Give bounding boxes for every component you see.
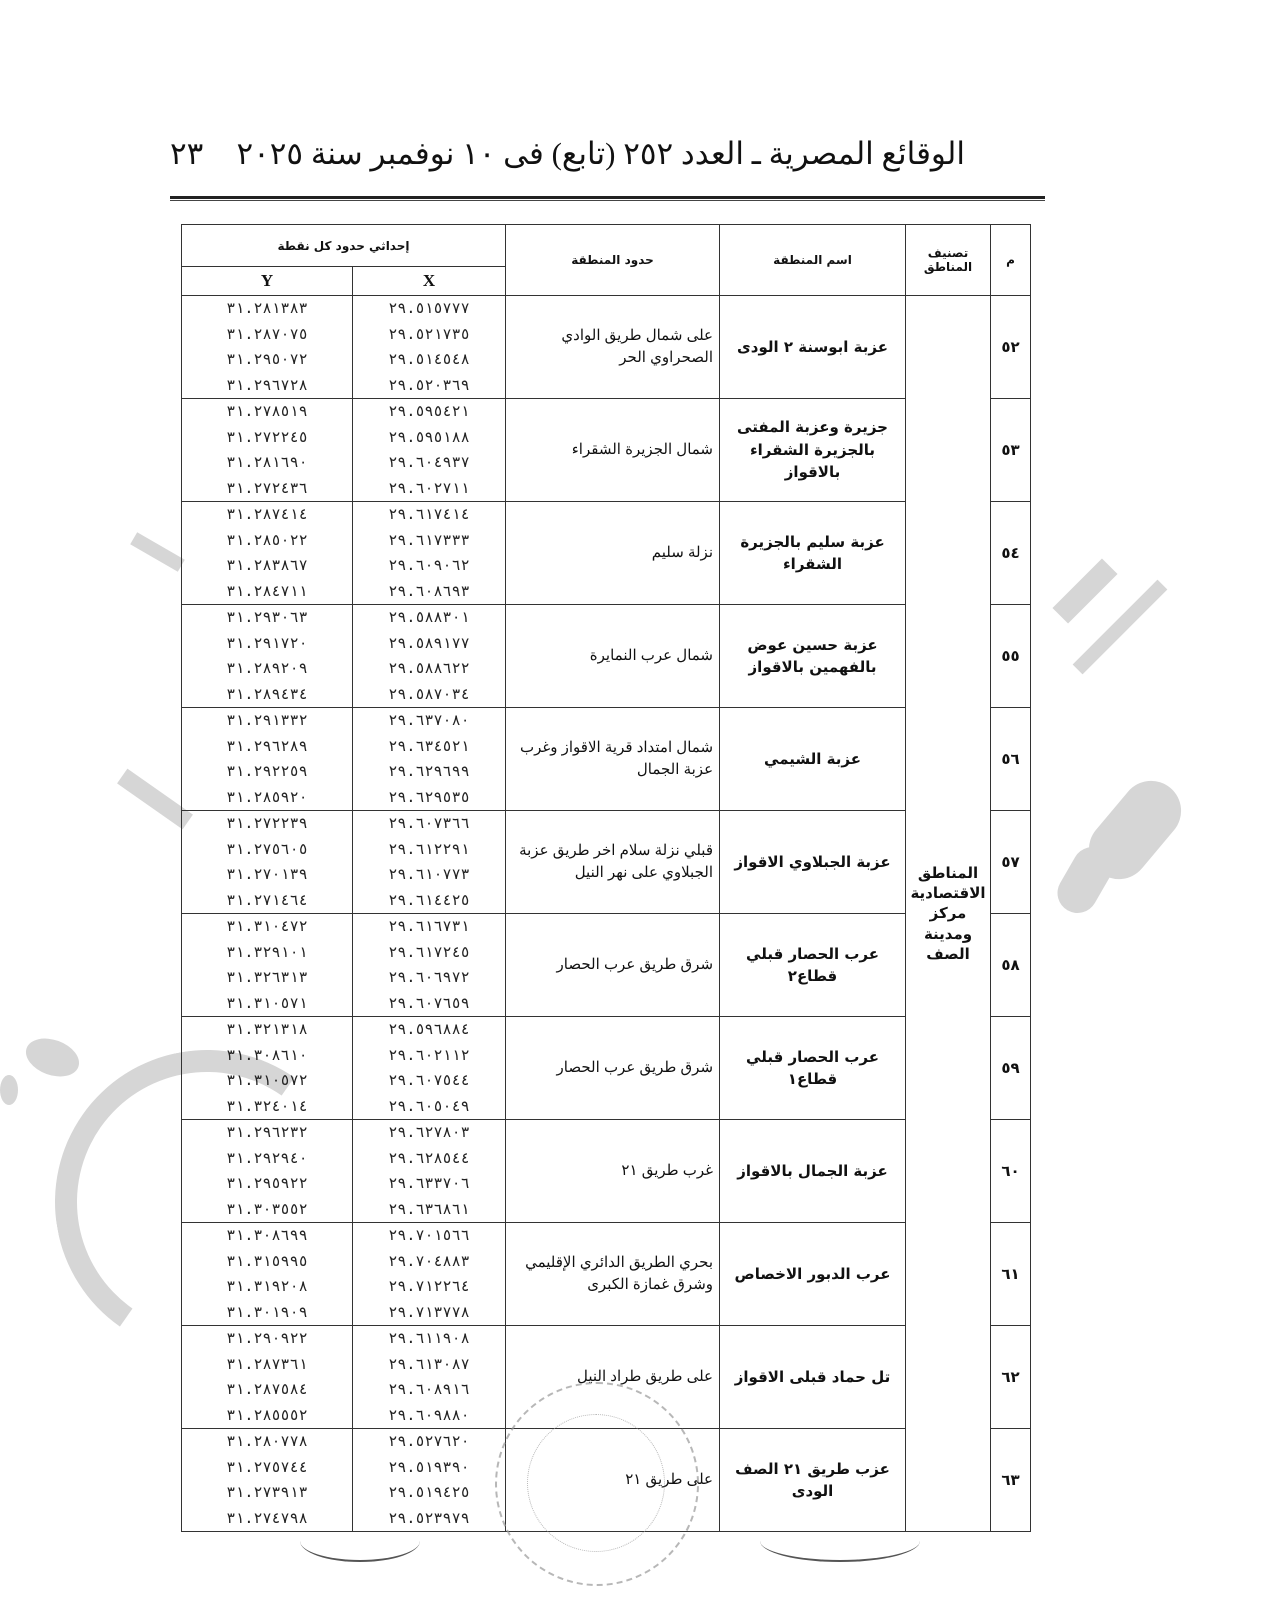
official-stamp (495, 1382, 699, 1586)
area-name: عزبة حسين عوض بالفهمين بالاقواز (720, 605, 906, 708)
coordinate-y-value: ٣١.٢٨٥٩٢٠ (226, 787, 308, 806)
coordinates-x (353, 914, 506, 1017)
row-number: ٦٣ (991, 1429, 1031, 1532)
coordinate-y-value: ٣١.٢٩١٣٣٢ (226, 711, 308, 729)
coordinate-y-value: ٣١.٢٨٧٥٨٤ (226, 1380, 308, 1398)
watermark-dot (0, 1075, 18, 1105)
signature-mark (300, 1520, 420, 1562)
stamp-emblem (527, 1414, 665, 1552)
coordinate-x-value: ٢٩.٧١٣٧٧٨ (388, 1302, 470, 1321)
coordinate-x-value: ٢٩.٧٠٤٨٨٣ (388, 1251, 470, 1270)
area-bounds: نزلة سليم (506, 502, 720, 605)
coordinate-y-value: ٣١.٣١٠٥٧٢ (226, 1071, 308, 1089)
coordinate-x-value: ٢٩.٦١١٩٠٨ (388, 1329, 470, 1347)
coordinate-y-value: ٣١.٢٧٥٦٠٥ (226, 839, 308, 858)
coordinate-y-value: ٣١.٢٩٦٢٨٩ (226, 736, 308, 755)
area-name: عزبة الشيمي (720, 708, 906, 811)
coordinate-y-value: ٣١.٢٧١٤٦٤ (226, 890, 308, 909)
watermark-stroke (1050, 840, 1120, 921)
watermark-stroke (1077, 769, 1194, 892)
coordinates-y (182, 1326, 353, 1429)
table-row (182, 914, 1031, 1017)
area-bounds: على طريق طراد النيل (506, 1326, 720, 1429)
table-row (182, 811, 1031, 914)
coordinate-y-value: ٣١.٣٠٨٦٩٩ (226, 1226, 308, 1244)
column-header-number: م (991, 225, 1031, 296)
table-row (182, 605, 1031, 708)
coordinate-x-value: ٢٩.٦١٦٧٣١ (388, 917, 470, 935)
area-name: عزبة الجبلاوي الاقواز (720, 811, 906, 914)
coordinate-x-value: ٢٩.٦١٧٣٣٣ (388, 530, 470, 549)
coordinates-y (182, 605, 353, 708)
coordinates-x (353, 502, 506, 605)
coordinate-x-value: ٢٩.٥٩٥٤٢١ (388, 402, 470, 420)
coordinate-y-value: ٣١.٣٢١٣١٨ (226, 1020, 308, 1038)
area-name: عزبة سليم بالجزيرة الشقراء (720, 502, 906, 605)
coordinate-x-value: ٢٩.٦٣٦٨٦١ (388, 1199, 470, 1218)
coordinate-x-value: ٢٩.٥٢١٧٣٥ (388, 324, 470, 343)
coordinate-x-value: ٢٩.٧٠١٥٦٦ (388, 1226, 470, 1244)
coordinate-y-value: ٣١.٢٩٣٠٦٣ (226, 608, 308, 626)
coordinate-x-value: ٢٩.٦٣٧٠٨٠ (388, 711, 470, 729)
row-number: ٥٤ (991, 502, 1031, 605)
table-row (182, 502, 1031, 605)
coordinate-y-value: ٣١.٢٨٩٢٠٩ (226, 659, 308, 677)
coordinate-y-value: ٣١.٢٩٦٢٣٢ (226, 1123, 308, 1141)
coordinate-y-value: ٣١.٢٩٠٩٢٢ (226, 1329, 308, 1347)
watermark-stroke (1073, 580, 1168, 675)
row-number: ٦١ (991, 1223, 1031, 1326)
table-body (182, 296, 1031, 1532)
area-name: عزب طريق ٢١ الصف الودى (720, 1429, 906, 1532)
coordinate-x-value: ٢٩.٥٢٧٦٢٠ (388, 1432, 470, 1450)
coordinate-x-value: ٢٩.٦٠٦٩٧٢ (388, 968, 470, 986)
coordinate-x-value: ٢٩.٦١٧٤١٤ (388, 505, 470, 523)
coordinates-y (182, 708, 353, 811)
coordinate-y-value: ٣١.٢٨٤٧١١ (226, 581, 308, 600)
row-number: ٦٠ (991, 1120, 1031, 1223)
coordinate-x-value: ٢٩.٦٢٨٥٤٤ (388, 1148, 470, 1167)
coordinate-y-value: ٣١.٣٠١٩٠٩ (226, 1302, 308, 1321)
coordinate-x-value: ٢٩.٦٢٩٦٩٩ (388, 762, 470, 780)
coordinates-y (182, 502, 353, 605)
coordinate-x-value: ٢٩.٦١٣٠٨٧ (388, 1354, 470, 1373)
coordinate-y-value: ٣١.٢٧٣٩١٣ (226, 1483, 308, 1501)
area-bounds: غرب طريق ٢١ (506, 1120, 720, 1223)
coordinate-x-value: ٢٩.٦٠٧٣٦٦ (388, 814, 470, 832)
coordinate-y-value: ٣١.٣١٩٢٠٨ (226, 1277, 308, 1295)
coordinate-x-value: ٢٩.٦٣٤٥٢١ (388, 736, 470, 755)
classification-cell: المناطق الاقتصادية مركز ومدينة الصف (906, 296, 991, 1532)
table-row (182, 399, 1031, 502)
watermark-stroke (1052, 558, 1117, 623)
coordinate-y-value: ٣١.٢٨٣٨٦٧ (226, 556, 308, 574)
area-name: جزيرة وعزبة المفتى بالجزيرة الشقراء بالاقواز (720, 399, 906, 502)
area-bounds: على طريق ٢١ (506, 1429, 720, 1532)
coordinate-y-value: ٣١.٢٨٥٠٢٢ (226, 530, 308, 549)
coordinate-y-value: ٣١.٢٩٢٩٤٠ (226, 1148, 308, 1167)
coordinate-y-value: ٣١.٢٨٧٣٦١ (226, 1354, 308, 1373)
coordinate-x-value: ٢٩.٦١٠٧٧٣ (388, 865, 470, 883)
table-row (182, 1223, 1031, 1326)
coordinate-x-value: ٢٩.٥٨٨٦٢٢ (388, 659, 470, 677)
coordinate-x-value: ٢٩.٦٠٢٧١١ (388, 478, 470, 497)
coordinates-y (182, 914, 353, 1017)
coordinate-x-value: ٢٩.٥٨٧٠٣٤ (388, 684, 470, 703)
table-row (182, 296, 1031, 399)
coordinate-y-value: ٣١.٣١٠٤٧٢ (226, 917, 308, 935)
coordinate-y-value: ٣١.٣٠٣٥٥٢ (226, 1199, 308, 1218)
area-bounds: بحري الطريق الدائري الإقليمي وشرق غمازة الكبرى (506, 1223, 720, 1326)
coordinate-x-value: ٢٩.٥٩٥١٨٨ (388, 427, 470, 446)
coordinate-x-value: ٢٩.٦٠٩٨٨٠ (388, 1405, 470, 1424)
row-number: ٥٢ (991, 296, 1031, 399)
coordinate-y-value: ٣١.٢٨٠٧٧٨ (226, 1432, 308, 1450)
row-number: ٥٦ (991, 708, 1031, 811)
coordinate-x-value: ٢٩.٥٢٠٣٦٩ (388, 375, 470, 394)
row-number: ٥٨ (991, 914, 1031, 1017)
coordinate-x-value: ٢٩.٥٨٩١٧٧ (388, 633, 470, 652)
coordinate-x-value: ٢٩.٦٠٩٠٦٢ (388, 556, 470, 574)
area-bounds: شرق طريق عرب الحصار (506, 1017, 720, 1120)
coordinate-y-value: ٣١.٣١٥٩٩٥ (226, 1251, 308, 1270)
coordinate-y-value: ٣١.٢٩٥٩٢٢ (226, 1174, 308, 1192)
coordinate-y-value: ٣١.٢٩٥٠٧٢ (226, 350, 308, 368)
coordinate-x-value: ٢٩.٦١٤٤٢٥ (388, 890, 470, 909)
header-divider (170, 196, 1045, 201)
column-header-area-bounds: حدود المنطقة (506, 225, 720, 296)
area-bounds: شمال عرب النمايرة (506, 605, 720, 708)
coordinate-x-value: ٢٩.٦٠٨٦٩٣ (388, 581, 470, 600)
coordinate-y-value: ٣١.٢٨١٣٨٣ (226, 299, 308, 317)
coordinate-y-value: ٣١.٢٩٢٢٥٩ (226, 762, 308, 780)
coordinate-y-value: ٣١.٣٠٨٦١٠ (226, 1045, 308, 1064)
coordinate-y-value: ٣١.٢٩١٧٢٠ (226, 633, 308, 652)
coordinate-y-value: ٣١.٢٨٩٤٣٤ (226, 684, 308, 703)
row-number: ٥٥ (991, 605, 1031, 708)
coordinate-x-value: ٢٩.٥١٩٤٢٥ (388, 1483, 470, 1501)
coordinate-x-value: ٢٩.٦٠٨٩١٦ (388, 1380, 470, 1398)
area-name: عزبة الجمال بالاقواز (720, 1120, 906, 1223)
coordinate-y-value: ٣١.٢٧٢٢٣٩ (226, 814, 308, 832)
coordinates-y (182, 296, 353, 399)
coordinate-x-value: ٢٩.٥٩٦٨٨٤ (388, 1020, 470, 1038)
coordinate-y-value: ٣١.٣٢٦٣١٣ (226, 968, 308, 986)
table-row (182, 1120, 1031, 1223)
coordinate-y-value: ٣١.٢٨٧٤١٤ (226, 505, 308, 523)
coordinate-y-value: ٣١.٢٧٢٤٣٦ (226, 478, 308, 497)
row-number: ٥٩ (991, 1017, 1031, 1120)
coordinate-x-value: ٢٩.٥١٩٣٩٠ (388, 1457, 470, 1476)
coordinate-x-value: ٢٩.٥٢٣٩٧٩ (388, 1508, 470, 1527)
coordinate-x-value: ٢٩.٦٠٤٩٣٧ (388, 453, 470, 471)
coordinates-y (182, 399, 353, 502)
column-header-classification: تصنيف المناطق (906, 225, 991, 296)
coordinate-x-value: ٢٩.٦٠٧٦٥٩ (388, 993, 470, 1012)
coordinate-y-value: ٣١.٣١٠٥٧١ (226, 993, 308, 1012)
coordinate-y-value: ٣١.٣٢٤٠١٤ (226, 1096, 308, 1115)
coordinate-y-value: ٣١.٢٧٨٥١٩ (226, 402, 308, 420)
coordinate-x-value: ٢٩.٦١٢٢٩١ (388, 839, 470, 858)
area-bounds: شمال امتداد قرية الاقواز وغرب عزبة الجمال (506, 708, 720, 811)
table-row (182, 708, 1031, 811)
area-name: عرب الحصار قبلي قطاع١ (720, 1017, 906, 1120)
coordinate-x-value: ٢٩.٦١٧٢٤٥ (388, 942, 470, 961)
coordinates-x (353, 1429, 506, 1532)
page-number: ٢٣ (170, 136, 204, 171)
coordinates-y (182, 1017, 353, 1120)
coordinate-y-value: ٣١.٣٢٩١٠١ (226, 942, 308, 961)
gazette-title: الوقائع المصرية ـ العدد ٢٥٢ (تابع) فى ١٠ نوفمبر سنة ٢٠٢٥ (236, 136, 965, 171)
column-header-coordinates: إحداثي حدود كل نقطة (182, 225, 506, 267)
page-header (170, 130, 1045, 200)
coordinate-y-value: ٣١.٢٨١٦٩٠ (226, 453, 308, 471)
coordinate-y-value: ٣١.٢٩٦٧٢٨ (226, 375, 308, 394)
coordinates-y (182, 1429, 353, 1532)
coordinates-x (353, 605, 506, 708)
coordinate-x-value: ٢٩.٦٠٢١١٢ (388, 1045, 470, 1064)
area-name: عرب الدبور الاخصاص (720, 1223, 906, 1326)
coordinate-x-value: ٢٩.٥١٤٥٤٨ (388, 350, 470, 368)
coordinates-x (353, 811, 506, 914)
coordinate-y-value: ٣١.٢٧٤٧٩٨ (226, 1508, 308, 1527)
column-header-area-name: اسم المنطقة (720, 225, 906, 296)
area-bounds: شرق طريق عرب الحصار (506, 914, 720, 1017)
coordinate-y-value: ٣١.٢٧٠١٣٩ (226, 865, 308, 883)
coordinates-x (353, 296, 506, 399)
area-bounds: شمال الجزيرة الشقراء (506, 399, 720, 502)
row-number: ٥٧ (991, 811, 1031, 914)
zones-table (181, 224, 1031, 1532)
coordinates-x (353, 1120, 506, 1223)
watermark-stroke (130, 532, 185, 572)
coordinates-y (182, 811, 353, 914)
watermark-dot (21, 1032, 85, 1084)
coordinates-x (353, 708, 506, 811)
coordinate-x-value: ٢٩.٦٠٥٠٤٩ (388, 1096, 470, 1115)
area-bounds: على شمال طريق الوادي الصحراوي الحر (506, 296, 720, 399)
coordinates-y (182, 1120, 353, 1223)
coordinate-x-value: ٢٩.٦٠٧٥٤٤ (388, 1071, 470, 1089)
coordinate-x-value: ٢٩.٥٨٨٣٠١ (388, 608, 470, 626)
table-row (182, 1017, 1031, 1120)
area-name: تل حماد قبلى الاقواز (720, 1326, 906, 1429)
coordinates-x (353, 1326, 506, 1429)
row-number: ٦٢ (991, 1326, 1031, 1429)
coordinate-y-value: ٣١.٢٧٥٧٤٤ (226, 1457, 308, 1476)
column-header-x: X (353, 267, 506, 296)
coordinate-y-value: ٣١.٢٨٧٠٧٥ (226, 324, 308, 343)
coordinate-x-value: ٢٩.٦٢٩٥٣٥ (388, 787, 470, 806)
signature-mark (760, 1520, 920, 1562)
coordinate-y-value: ٣١.٢٨٥٥٥٢ (226, 1405, 308, 1424)
area-name: عزبة ابوسنة ٢ الودى (720, 296, 906, 399)
coordinates-x (353, 1017, 506, 1120)
area-bounds: قبلي نزلة سلام اخر طريق عزبة الجبلاوي على نهر النيل (506, 811, 720, 914)
coordinates-x (353, 1223, 506, 1326)
area-name: عرب الحصار قبلي قطاع٢ (720, 914, 906, 1017)
coordinate-x-value: ٢٩.٦٢٧٨٠٣ (388, 1123, 470, 1141)
coordinate-x-value: ٢٩.٥١٥٧٧٧ (388, 299, 470, 317)
coordinate-x-value: ٢٩.٧١٢٢٦٤ (388, 1277, 470, 1295)
row-number: ٥٣ (991, 399, 1031, 502)
column-header-y: Y (182, 267, 353, 296)
coordinates-x (353, 399, 506, 502)
coordinate-y-value: ٣١.٢٧٢٢٤٥ (226, 427, 308, 446)
coordinates-y (182, 1223, 353, 1326)
coordinate-x-value: ٢٩.٦٣٣٧٠٦ (388, 1174, 470, 1192)
